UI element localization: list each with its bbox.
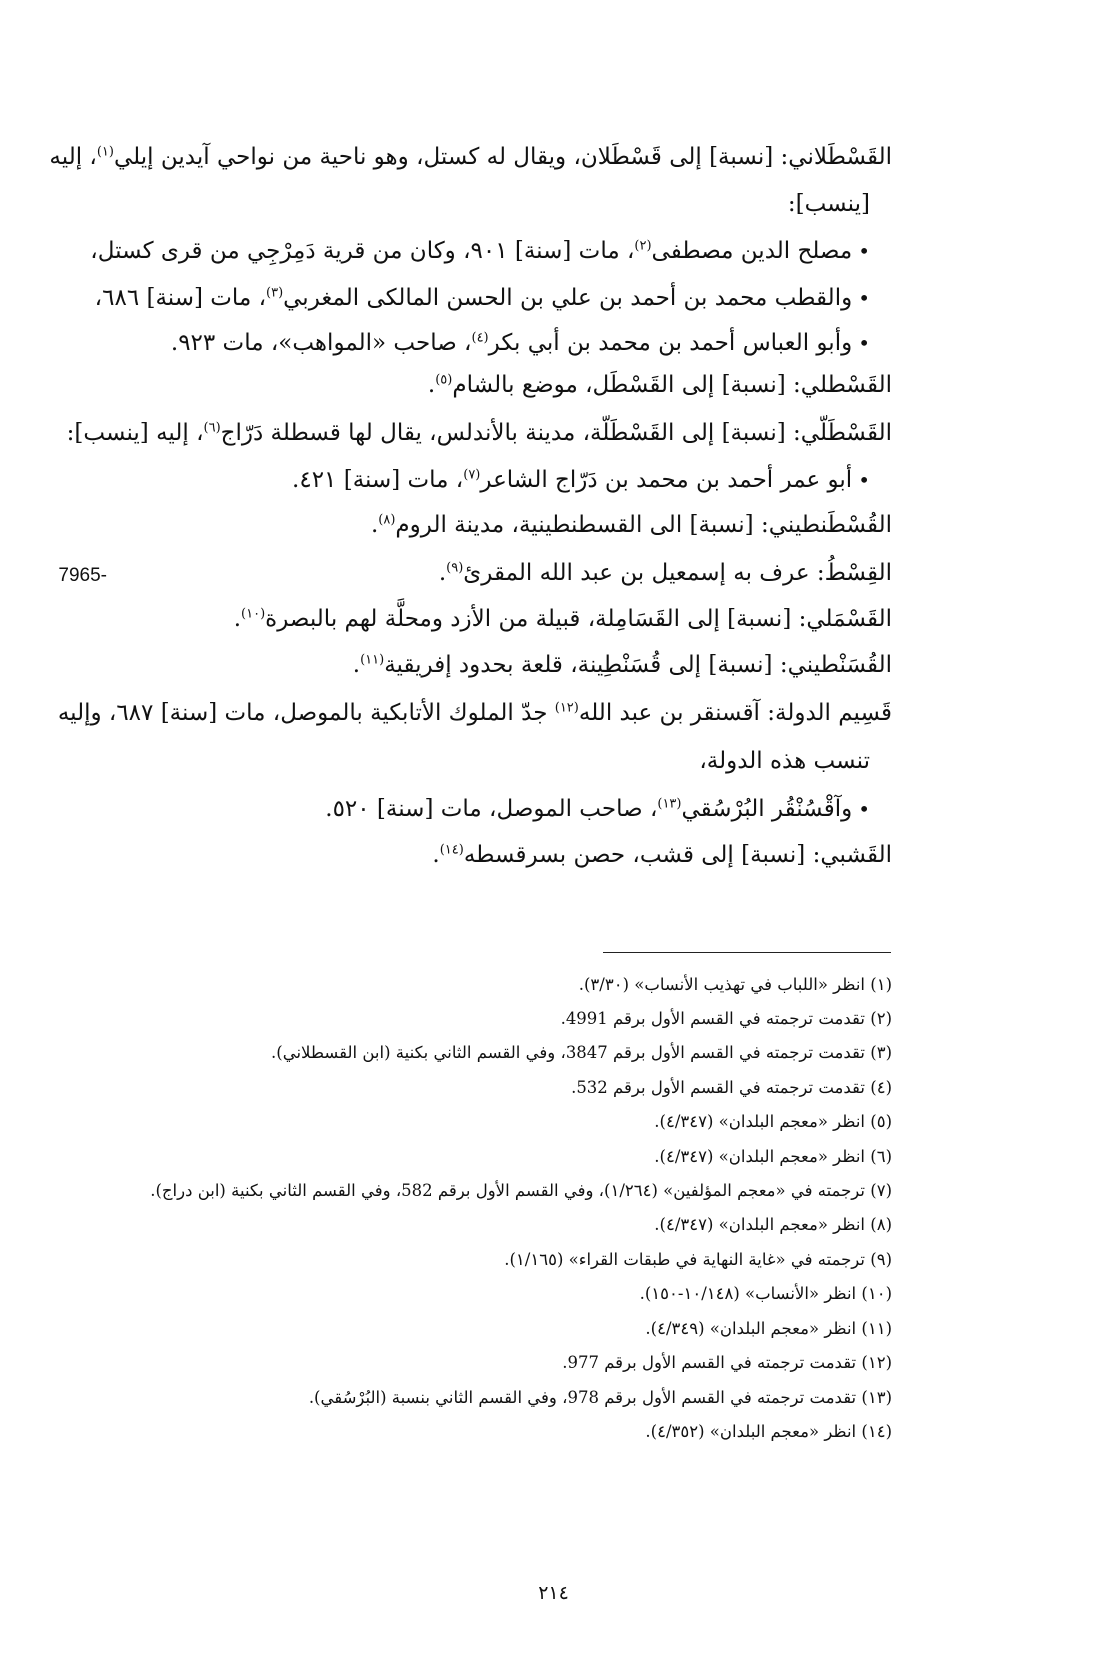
list-item xyxy=(171,328,870,358)
entry-text: ، صاحب الموصل، مات [سنة] ٥٢٠. xyxy=(325,796,658,822)
entry-qastali xyxy=(428,370,892,400)
footnote-ref: (٨) xyxy=(378,512,396,528)
footnote-ref: (١٠) xyxy=(241,606,266,622)
entry-text: . xyxy=(432,842,440,868)
list-item xyxy=(95,283,870,313)
footnote-ref: (٥) xyxy=(435,372,453,388)
entry-qashbi xyxy=(432,840,892,870)
footnote: (١١) انظر «معجم البلدان» (٤/٣٤٩). xyxy=(645,1319,892,1338)
footnote-ref: (٢) xyxy=(634,238,652,254)
footnote: (١) انظر «اللباب في تهذيب الأنساب» (٣/٣٠). xyxy=(578,975,892,994)
entry-text: ، إليه xyxy=(49,144,97,170)
footnote: (٩) ترجمته في «غاية النهاية في طبقات القراء» (١/١٦٥). xyxy=(504,1250,892,1269)
entry-qastalani xyxy=(49,142,892,172)
footnote: (٨) انظر «معجم البلدان» (٤/٣٤٧). xyxy=(654,1215,892,1234)
entry-qasim-al-dawla xyxy=(58,698,892,728)
list-item xyxy=(325,794,870,824)
footnote-ref: (١٤) xyxy=(439,842,464,858)
entry-text: ، إليه [ينسب]: xyxy=(66,420,204,446)
list-item xyxy=(292,465,870,495)
footnote: (٧) ترجمته في «معجم المؤلفين» (١/٢٦٤)، وفي القسم الأول برقم 582، وفي القسم الثاني بكنية (ابن دراج). xyxy=(150,1181,892,1200)
list-item xyxy=(90,236,870,266)
footnote: (٣) تقدمت ترجمته في القسم الأول برقم 3847، وفي القسم الثاني بكنية (ابن القسطلاني). xyxy=(271,1043,892,1062)
footnote-ref: (٤) xyxy=(471,330,489,346)
footnote-ref: (١١) xyxy=(360,652,385,668)
entry-text: والقطب محمد بن أحمد بن علي بن الحسن المالكى المغربي xyxy=(283,285,853,311)
footnote-ref: (١) xyxy=(96,144,114,160)
entry-text: القُسْطَنطيني: [نسبة] الى القسطنطينية، مدينة الروم xyxy=(395,512,892,538)
entry-qist xyxy=(439,558,892,588)
footnote-ref: (٩) xyxy=(446,560,464,576)
footnote: (٥) انظر «معجم البلدان» (٤/٣٤٧). xyxy=(654,1112,892,1131)
entry-text: جدّ الملوك الأتابكية بالموصل، مات [سنة] ٦٨٧، وإليه xyxy=(57,700,555,726)
entry-text: القَسْطلي: [نسبة] إلى القَسْطَل، موضع بالشام xyxy=(452,372,892,398)
entry-text: القَسْطَلاني: [نسبة] إلى قَسْطَلان، ويقال له كستل، وهو ناحية من نواحي آيدين إيلي xyxy=(113,144,892,170)
footnote-ref: (٧) xyxy=(463,467,481,483)
entry-qasmali xyxy=(234,604,892,634)
entry-continuation: تنسب هذه الدولة، xyxy=(699,748,870,774)
entry-continuation: [ينسب]: xyxy=(787,191,870,217)
entry-text: وآقْسُنْقُر البُرْسُقي xyxy=(681,796,853,822)
entry-qusantini xyxy=(353,650,892,680)
entry-text: القَسْمَلي: [نسبة] إلى القَسَامِلة، قبيلة من الأزد ومحلَّة لهم بالبصرة xyxy=(265,606,892,632)
entry-text: . xyxy=(233,606,242,632)
entry-text: . xyxy=(352,652,361,678)
entry-text: ، صاحب «المواهب»، مات ٩٢٣. xyxy=(170,330,472,356)
footnote-ref: (١٣) xyxy=(657,796,682,812)
entry-text: القَسْطَلّي: [نسبة] إلى القَسْطَلّة، مدينة بالأندلس، يقال لها قسطلة دَرّاج xyxy=(220,420,892,446)
entry-text: القَشبي: [نسبة] إلى قشب، حصن بسرقسطه xyxy=(463,842,892,868)
bullet-icon: • xyxy=(858,468,870,492)
entry-qastalli xyxy=(67,418,892,448)
footnote-ref: (١٢) xyxy=(554,700,579,716)
footnote: (١٠) انظر «الأنساب» (١٠/١٤٨-١٥٠). xyxy=(639,1284,892,1303)
entry-text: ، مات [سنة] ٦٨٦، xyxy=(94,285,266,311)
bullet-icon: • xyxy=(858,797,870,821)
footnote: (٢) تقدمت ترجمته في القسم الأول برقم 4991. xyxy=(560,1009,892,1028)
footnote-divider xyxy=(603,952,891,953)
bullet-icon: • xyxy=(858,286,870,310)
entry-text: أبو عمر أحمد بن محمد بن دَرّاج الشاعر xyxy=(480,467,853,493)
entry-qustantini xyxy=(371,510,892,540)
entry-text: . xyxy=(427,372,436,398)
footnote: (١٤) انظر «معجم البلدان» (٤/٣٥٢). xyxy=(645,1422,892,1441)
footnote-ref: (٣) xyxy=(266,285,284,301)
footnote: (١٣) تقدمت ترجمته في القسم الأول برقم 978، وفي القسم الثاني بنسبة (البُرْسُقي). xyxy=(308,1388,892,1407)
entry-text: ، مات [سنة] ٤٢١. xyxy=(292,467,464,493)
entry-text: ، مات [سنة] ٩٠١، وكان من قرية دَمِرْجِي من قرى كستل، xyxy=(90,238,635,264)
entry-text: القُسَنْطيني: [نسبة] إلى قُسَنْطِينة، قلعة بحدود إفريقية xyxy=(384,652,892,678)
bullet-icon: • xyxy=(858,239,870,263)
entry-text: وأبو العباس أحمد بن محمد بن أبي بكر xyxy=(488,330,853,356)
entry-number: 7965- xyxy=(58,565,107,586)
bullet-icon: • xyxy=(858,331,870,355)
footnote-ref: (٦) xyxy=(203,420,221,436)
entry-text: مصلح الدين مصطفى xyxy=(651,238,853,264)
entry-text: قَسِيم الدولة: آقسنقر بن عبد الله xyxy=(578,700,892,726)
footnote: (٦) انظر «معجم البلدان» (٤/٣٤٧). xyxy=(654,1147,892,1166)
entry-text: . xyxy=(438,560,447,586)
page-number: ٢١٤ xyxy=(538,1582,569,1604)
entry-text: . xyxy=(370,512,379,538)
footnote: (١٢) تقدمت ترجمته في القسم الأول برقم 977. xyxy=(562,1353,892,1372)
footnote: (٤) تقدمت ترجمته في القسم الأول برقم 532. xyxy=(571,1078,892,1097)
entry-text: القِسْطُ: عرف به إسمعيل بن عبد الله المقرئ xyxy=(463,560,892,586)
